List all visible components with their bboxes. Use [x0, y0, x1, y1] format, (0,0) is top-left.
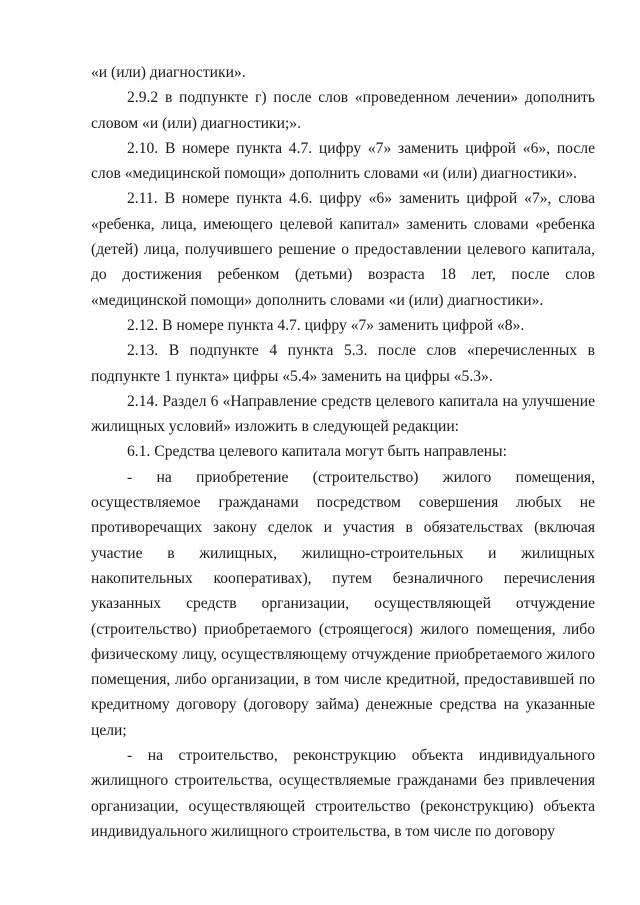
- paragraph-2-14: 2.14. Раздел 6 «Направление средств целевого капитала на улучшение жилищных условий» изложить в следующей редакции:: [91, 392, 595, 436]
- paragraph-2-10: 2.10. В номере пункта 4.7. цифру «7» заменить цифрой «6», после слов «медицинской помощи» дополнить словами «и (или) диагностики».: [91, 139, 595, 183]
- paragraph-2-13: 2.13. В подпункте 4 пункта 5.3. после слов «перечисленных в подпункте 1 пункта» цифры «5.4» заменить на цифры «5.3».: [91, 342, 595, 385]
- paragraph-2-11: 2.11. В номере пункта 4.6. цифру «6» заменить цифрой «7», слова «ребенка, лица, имеющего целевой капитал» заменить словами «ребенка (детей) лица, получившего решение о предоставлении целевого капитала, до достижения ребенком (детьми) возраста 18 лет, после слов «медицинской помощи» дополнить словами «и (или) диагностики».: [91, 190, 595, 309]
- list-item-construction: - на строительство, реконструкцию объекта индивидуального жилищного строительства, осуществляемые гражданами без привлечения организации, осуществляющей строительство (реконструкцию) объекта индивидуального жилищного строительства, в том числе по договору: [91, 747, 595, 840]
- list-item-acquisition: - на приобретение (строительство) жилого помещения, осуществляемое гражданами посредством совершения любых не противоречащих закону сделок и участия в обязательствах (включая участие в жилищных, жилищно-строительных и жилищных накопительных кооперативах), путем безналичного перечисления указанных средств организации, осуществляющей отчуждение (строительство) приобретаемого (строящегося) жилого помещения, либо физическому лицу, осуществляющему отчуждение приобретаемого жилого помещения, либо организации, в том числе кредитной, предоставившей по кредитному договору (договору займа) денежные средства на указанные цели;: [91, 468, 595, 739]
- paragraph-continuation: «и (или) диагностики».: [91, 64, 246, 81]
- paragraph-2-9-2: 2.9.2 в подпункте г) после слов «проведенном лечении» дополнить словом «и (или) диагностики;».: [91, 89, 595, 132]
- document-page: [91, 60, 595, 844]
- paragraph-2-12: 2.12. В номере пункта 4.7. цифру «7» заменить цифрой «8».: [127, 316, 525, 334]
- paragraph-6-1: 6.1. Средства целевого капитала могут быть направлены:: [127, 443, 507, 461]
